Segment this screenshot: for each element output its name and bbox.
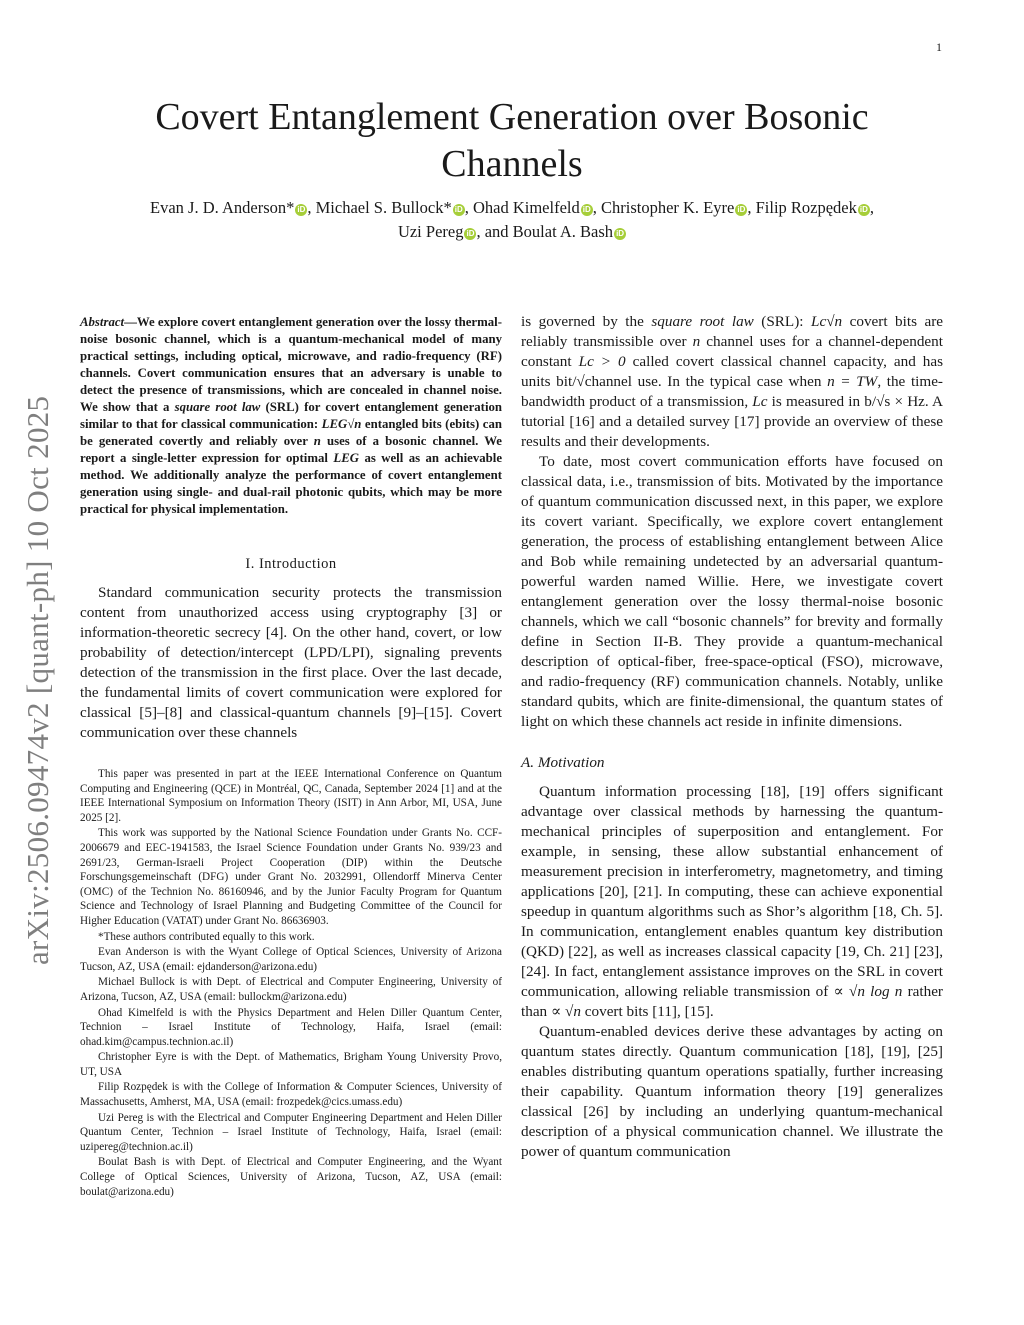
body-paragraph: Quantum-enabled devices derive these advantages by acting on quantum states directly. Quantum communication [18], [19], [25] enables distributing quantum operations spatially, further increasing their capability. Quantum information theory [19] generalizes classical [26] by including an underlying quantum-mechanical description of a physical communication channel. We illustrate the power of quantum communication	[521, 1023, 943, 1160]
footnote: Boulat Bash is with Dept. of Electrical and Computer Engineering, and the Wyant College of Optical Sciences, University of Arizona, Tucson, AZ, USA (email: boulat@arizona.edu)	[80, 1156, 502, 1198]
body-text: , the time-bandwidth product of a transmission,	[521, 373, 943, 410]
abstract-text: entangled bits (ebits) can be generated covertly and reliably over	[80, 417, 502, 448]
abstract-text: uses of a bosonic channel. We report a single-letter expression for optimal	[80, 434, 502, 465]
author-separator: ,	[869, 198, 874, 217]
title-line-2: Channels	[441, 143, 583, 185]
math-formula: ∝ √n log n	[833, 983, 903, 1000]
body-text: Quantum information processing [18], [19] offers significant advantage over classical methods by harnessing the quantum-mechanical principles of superposition and entanglement. For example, in sensing, these allow substantial enhancement of measurement precision in interferometry, magnetometry, and timing applications [20], [21]. In computing, these can achieve exponential speedup in quantum algorithms such as Shor’s algorithm [18, Ch. 5]. In communication, entanglement enables quantum key distribution (QKD) [22], as well as increases classical capacity [19, Ch. 21] [23], [24]. In fact, entanglement assistance improves on the SRL in covert communication, allowing reliable transmission of	[521, 783, 943, 1000]
body-paragraph: To date, most covert communication efforts have focused on classical data, i.e., transmission of bits. Motivated by the importance of quantum communication discussed next, in this paper, we explore its covert variant. Specifically, we explore covert entanglement generation, the process of establishing entanglement between Alice and Bob while remaining undetected by an adversarial quantum-powerful warden named Willie. Here, we investigate covert entanglement generation over the lossy thermal-noise bosonic channels, which we call “bosonic channels” for brevity and formally define in Section II-B. They provide a quantum-mechanical description of optical-fiber, free-space-optical (FSO), microwave, and radio-frequency (RF) communication channels. Notably, unlike standard qubits, which are finite-dimensional, the quantum states of light on which these channels act reside in infinite dimensions.	[521, 453, 943, 730]
footnote: This paper was presented in part at the IEEE International Conference on Quantum Computing and Engineering (QCE) in Montréal, QC, Canada, September 2024 [1] and at the IEEE International Symposium on Information Theory (ISIT) in Ann Arbor, MI, USA, June 2025 [2].	[80, 768, 502, 824]
abstract-term: square root law	[174, 400, 261, 414]
math-formula: Lc	[752, 393, 768, 410]
math-variable: n	[692, 333, 701, 350]
author-separator: ,	[747, 198, 756, 217]
author-separator: ,	[464, 198, 473, 217]
footnote: Uzi Pereg is with the Electrical and Computer Engineering Department and Helen Diller Quantum Center, Technion – Israel Institute of Technology, Haifa, Israel (email: uzipereg@technion.ac.il)	[80, 1111, 502, 1153]
author-name: Michael S. Bullock*	[315, 198, 452, 217]
math-formula: LEG	[333, 451, 359, 465]
orcid-icon[interactable]: iD	[297, 205, 306, 214]
math-formula: n = TW	[827, 373, 878, 390]
abstract-text: (SRL) for covert entanglement generation similar to that for classical communication:	[80, 400, 503, 431]
paper-title	[60, 94, 964, 188]
section-heading-introduction: I. Introduction	[245, 556, 337, 572]
math-formula: ∝ √n	[550, 1003, 581, 1020]
math-formula: LEG√n	[321, 417, 362, 431]
math-formula: Lc√n	[811, 313, 843, 330]
orcid-icon[interactable]: iD	[582, 205, 591, 214]
title-line-1: Covert Entanglement Generation over Bosonic	[155, 96, 869, 138]
orcid-icon[interactable]: iD	[454, 205, 463, 214]
author-line-2	[60, 220, 964, 244]
author-separator: ,	[307, 198, 316, 217]
body-text: covert bits are reliably transmissible over	[521, 313, 944, 350]
footnotes	[80, 767, 502, 1199]
author-name: Christopher K. Eyre	[600, 198, 735, 217]
footnote: Ohad Kimelfeld is with the Physics Department and Helen Diller Quantum Center, Technion – Israel Institute of Technology, Haifa, Israel (email: ohad.kim@campus.technion.ac.il)	[80, 1006, 502, 1048]
author-name: Evan J. D. Anderson*	[150, 198, 295, 217]
arxiv-identifier: arXiv:2506.09474v2 [quant-ph] 10 Oct 2025	[20, 395, 55, 965]
body-text: rather than	[521, 983, 943, 1020]
body-text: called covert classical channel capacity, and has units bit/√channel use. In the typical case when	[521, 353, 944, 390]
body-term: square root law	[651, 313, 754, 330]
footnote: Evan Anderson is with the Wyant College of Optical Sciences, University of Arizona Tucson, AZ, USA (email: ejdanderson@arizona.edu)	[80, 946, 502, 973]
body-text: channel uses for a channel-dependent constant	[521, 333, 943, 370]
body-text: is governed by the	[521, 313, 644, 330]
abstract-text: as well as an achievable method. We additionally analyze the performance of covert entanglement generation using single- and dual-rail photonic qubits, which may be more practical for physical implementation.	[80, 451, 503, 516]
footnote: Filip Rozpędek is with the College of Information & Computer Sciences, University of Massachusetts, Amherst, MA, USA (email: frozpedek@cics.umass.edu)	[80, 1081, 502, 1109]
footnote: Christopher Eyre is with the Dept. of Mathematics, Brigham Young University Provo, UT, USA	[80, 1051, 502, 1078]
abstract-label: Abstract	[80, 315, 125, 329]
author-name: Ohad Kimelfeld	[472, 198, 580, 217]
body-text: is measured in b/√s × Hz. A tutorial [16] and a detailed survey [17] provide an overview of these results and their developments.	[521, 393, 944, 450]
footnote: *These authors contributed equally to this work.	[98, 930, 315, 943]
subsection-heading-motivation: A. Motivation	[521, 754, 605, 771]
orcid-icon[interactable]: iD	[859, 205, 868, 214]
body-text: (SRL):	[761, 313, 804, 330]
abstract-text: We explore covert entanglement generation over the lossy thermal-noise bosonic channel, which is a quantum-mechanical model of many practical settings, including optical, microwave, and radio-frequency (RF) channels. Covert communication ensures that an adversary is unable to detect the presence of transmissions, which are concealed in channel noise. We show that a	[80, 315, 502, 414]
intro-paragraph: Standard communication security protects the transmission content from unauthorized access using cryptography [3] or information-theoretic secrecy [4]. On the other hand, covert, or low probability of detection/intercept (LPD/LPI), signaling prevents detection of the transmission in the first place. Over the last decade, the fundamental limits of covert communication were explored for classical [5]–[8] and classical-quantum channels [9]–[15]. Covert communication over these channels	[80, 584, 502, 741]
footnote: Michael Bullock is with Dept. of Electrical and Computer Engineering, University of Arizona, Tucson, AZ, USA (email: bullockm@arizona.edu)	[80, 976, 502, 1003]
author-line-1	[60, 196, 964, 220]
right-column	[521, 312, 943, 1162]
footnote: This work was supported by the National Science Foundation under Grants No. CCF-2006679 and EEC-1941583, the Israel Science Foundation under Grants No. 939/23 and 2691/23, German-Israeli Project Cooperation (DIP) within the Deutsche Forschungsgemeinschaft (DFG) under Grant No. 2032991, Ollendorff Minerva Center (OMC) of the Technion No. 86160946, and by the Junior Faculty Program for Quantum Science and Technology of Israel Planning and Budgeting Committee of the Council for Higher Education (VATAT) under Grant No. 86636903.	[80, 827, 502, 927]
author-list	[60, 196, 964, 244]
author-name: Filip Rozpędek	[755, 198, 857, 217]
abstract	[80, 314, 502, 518]
orcid-icon[interactable]: iD	[466, 229, 475, 238]
orcid-icon[interactable]: iD	[616, 229, 625, 238]
author-name: Boulat A. Bash	[512, 222, 614, 241]
body-paragraph	[521, 312, 943, 452]
body-paragraph	[521, 782, 943, 1022]
author-separator: , and	[476, 222, 513, 241]
math-formula: Lc > 0	[578, 353, 626, 370]
orcid-icon[interactable]: iD	[737, 205, 746, 214]
page-number: 1	[936, 40, 942, 54]
author-name: Uzi Pereg	[397, 222, 464, 241]
abstract-dash: —	[124, 315, 137, 329]
left-column	[80, 314, 502, 1200]
author-separator: ,	[592, 198, 601, 217]
math-variable: n	[313, 434, 321, 448]
body-text: covert bits [11], [15].	[584, 1003, 714, 1020]
